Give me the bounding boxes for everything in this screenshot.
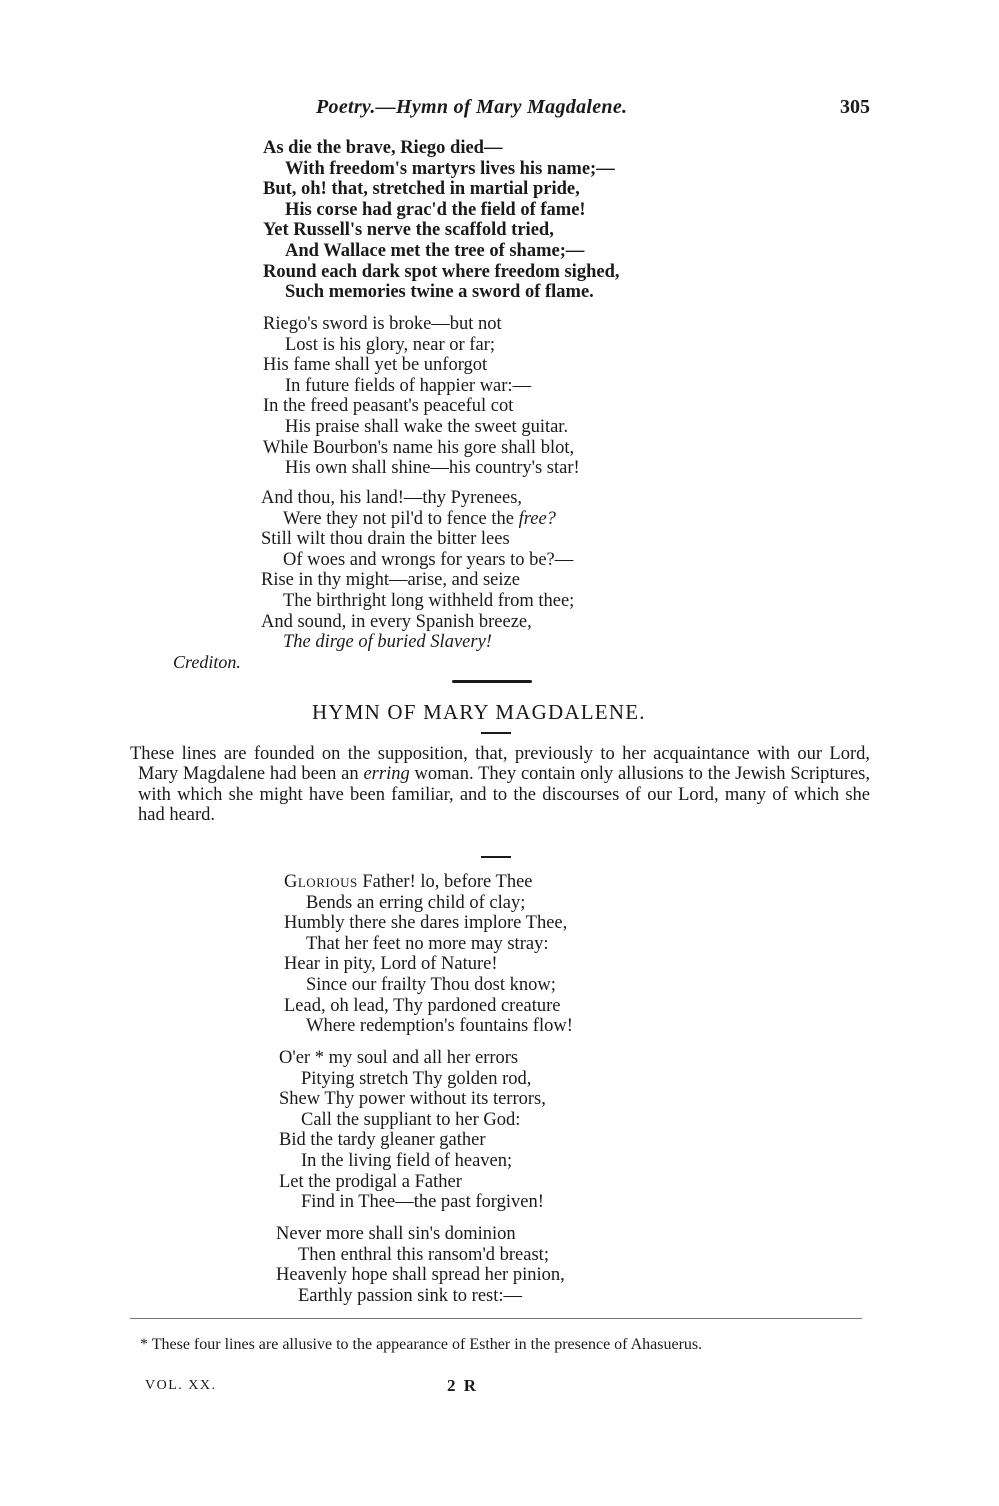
verse-line: Riego's sword is broke—but not — [263, 314, 502, 334]
verse-line: Earthly passion sink to rest:— — [298, 1285, 523, 1306]
signature-mark: 2 R — [447, 1376, 479, 1395]
verse-line: Shew Thy power without its terrors, — [279, 1089, 546, 1110]
verse-line: In the living field of heaven; — [301, 1150, 513, 1171]
verse-line: Of woes and wrongs for years to be?— — [283, 549, 574, 570]
verse-line: And thou, his land!—thy Pyrenees, — [261, 488, 523, 508]
verse-line: As die the brave, Riego died— — [263, 138, 503, 158]
first-word: Glorious — [284, 872, 358, 892]
footnote: * These four lines are allusive to the appearance of Esther in the presence of Ahasuerus. — [140, 1336, 703, 1353]
hymn-stanza-1 — [284, 872, 573, 1037]
verse-line: Let the prodigal a Father — [279, 1171, 462, 1192]
verse-line: Pitying stretch Thy golden rod, — [301, 1068, 532, 1089]
verse-text: Father! lo, before Thee — [362, 872, 533, 892]
intro-paragraph — [130, 744, 870, 826]
verse-line: Round each dark spot where freedom sighed, — [263, 261, 620, 282]
verse-line: His corse had grac'd the field of fame! — [285, 199, 586, 220]
section-rule — [452, 680, 532, 683]
verse-line: Since our frailty Thou dost know; — [306, 974, 556, 995]
verse-line: Yet Russell's nerve the scaffold tried, — [263, 220, 554, 241]
verse-line: While Bourbon's name his gore shall blot, — [263, 437, 575, 458]
verse-line: The birthright long withheld from thee; — [283, 590, 575, 611]
verse-line: That her feet no more may stray: — [306, 933, 549, 954]
hymn-stanza-3 — [276, 1224, 565, 1306]
italic-word: free? — [518, 508, 556, 529]
verse-line: In future fields of happier war:— — [285, 375, 532, 396]
verse-line: Lead, oh lead, Thy pardoned creature — [284, 995, 561, 1016]
section-title: HYMN OF MARY MAGDALENE. — [312, 700, 646, 724]
verse-line: Then enthral this ransom'd breast; — [298, 1244, 549, 1265]
verse-line: But, oh! that, stretched in martial pride, — [263, 179, 580, 200]
place-name: Crediton. — [173, 652, 241, 672]
footnote-rule — [130, 1318, 862, 1319]
verse-line: Hear in pity, Lord of Nature! — [284, 954, 498, 975]
verse-line: Never more shall sin's dominion — [276, 1224, 516, 1244]
volume-mark: VOL. XX. — [145, 1378, 217, 1393]
verse-line: Humbly there she dares implore Thee, — [284, 913, 568, 934]
verse-line: His fame shall yet be unforgot — [263, 355, 488, 376]
verse-line: Rise in thy might—arise, and seize — [261, 570, 520, 591]
verse-line: Bid the tardy gleaner gather — [279, 1130, 486, 1151]
verse-line: Such memories twine a sword of flame. — [285, 282, 594, 303]
verse-line: Find in Thee—the past forgiven! — [301, 1192, 544, 1213]
intro-text-end: woman. They contain only allusions to the Jewish Scriptures, with which she might have been familiar, and to the discourses of our Lord, many of which she had heard. — [138, 764, 871, 826]
verse-line: Call the suppliant to her God: — [301, 1109, 521, 1130]
verse-line — [284, 872, 573, 893]
verse-line: His own shall shine—his country's star! — [285, 458, 580, 479]
poem1-stanza-3 — [261, 488, 574, 653]
verse-line: O'er * my soul and all her errors — [279, 1048, 519, 1068]
verse-line: With freedom's martyrs lives his name;— — [285, 158, 615, 179]
verse-line: Still wilt thou drain the bitter lees — [261, 529, 510, 550]
verse-line: And Wallace met the tree of shame;— — [285, 240, 585, 261]
intro-italic: erring — [363, 764, 410, 785]
verse-line: In the freed peasant's peaceful cot — [263, 396, 514, 417]
hymn-stanza-2 — [279, 1048, 546, 1213]
verse-text: Were they not pil'd to fence the — [283, 508, 514, 529]
intro-text: These lines are founded on the supposition, that, previously to her acquaintance with our Lord, Mary Magdalene had been an — [130, 744, 870, 785]
divider-rule — [481, 856, 511, 858]
poem1-stanza-2 — [263, 314, 580, 479]
poem1-stanza-1 — [263, 138, 620, 303]
verse-line: The dirge of buried Slavery! — [283, 632, 492, 653]
page-number: 305 — [840, 96, 870, 118]
running-head: Poetry.—Hymn of Mary Magdalene. — [316, 96, 628, 118]
divider-rule — [481, 732, 511, 734]
verse-line: Where redemption's fountains flow! — [306, 1016, 573, 1037]
verse-line — [261, 509, 574, 530]
verse-line: Lost is his glory, near or far; — [285, 334, 495, 355]
verse-line: Heavenly hope shall spread her pinion, — [276, 1265, 565, 1286]
verse-line: His praise shall wake the sweet guitar. — [285, 416, 569, 437]
verse-line: And sound, in every Spanish breeze, — [261, 611, 532, 632]
verse-line: Bends an erring child of clay; — [306, 892, 526, 913]
